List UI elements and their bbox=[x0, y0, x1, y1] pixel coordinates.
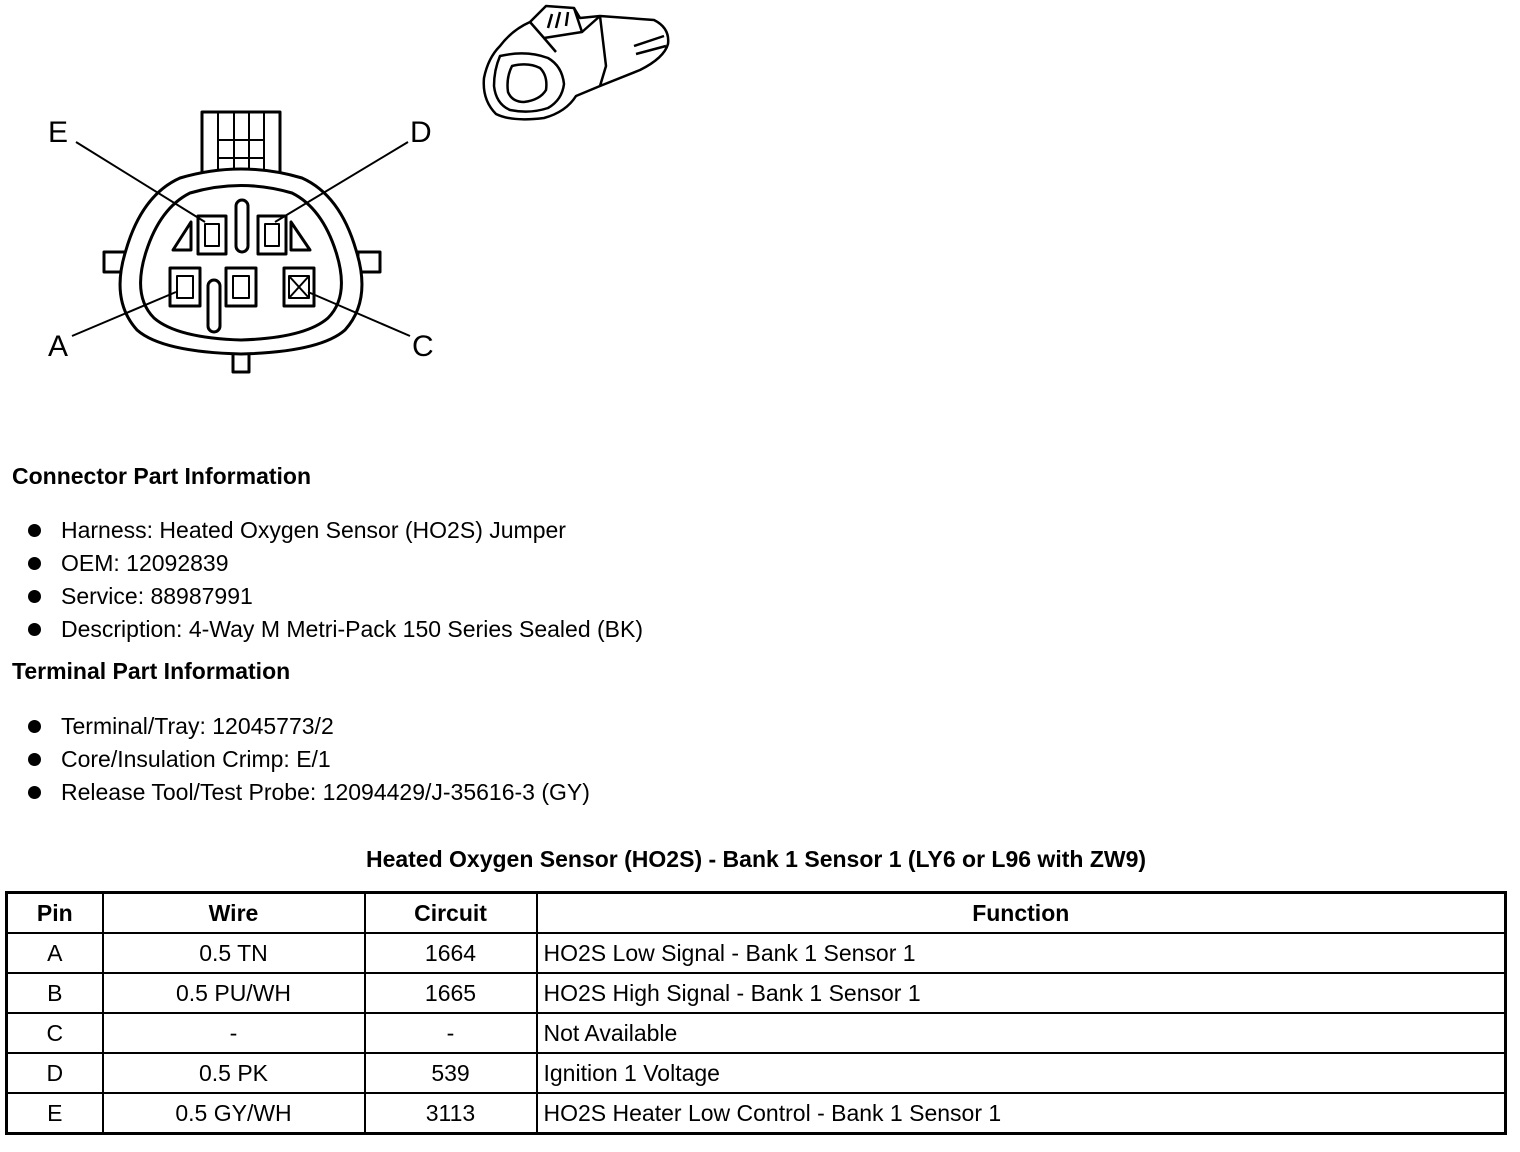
bullet-icon bbox=[28, 720, 41, 733]
terminal-info-title: Terminal Part Information bbox=[12, 658, 291, 684]
cell-circuit: 1665 bbox=[365, 973, 537, 1013]
cell-wire: 0.5 PU/WH bbox=[103, 973, 365, 1013]
header-wire: Wire bbox=[103, 893, 365, 934]
bullet-icon bbox=[28, 524, 41, 537]
terminal-info-crimp: Core/Insulation Crimp: E/1 bbox=[61, 746, 331, 772]
connector-info-title: Connector Part Information bbox=[12, 463, 312, 489]
pin-letter-a: A bbox=[48, 330, 69, 363]
connector-info-oem: OEM: 12092839 bbox=[61, 550, 229, 576]
connector-info-harness: Harness: Heated Oxygen Sensor (HO2S) Jumper bbox=[61, 517, 566, 543]
cell-function: HO2S High Signal - Bank 1 Sensor 1 bbox=[537, 973, 1506, 1013]
list-item bbox=[28, 743, 590, 776]
cell-circuit: - bbox=[365, 1013, 537, 1053]
terminal-info-list bbox=[28, 710, 590, 809]
pin-letter-d: D bbox=[410, 116, 432, 149]
bullet-icon bbox=[28, 786, 41, 799]
bullet-icon bbox=[28, 623, 41, 636]
pin-letter-c: C bbox=[412, 330, 434, 363]
list-item bbox=[28, 547, 643, 580]
connector-info-description: Description: 4-Way M Metri-Pack 150 Series Sealed (BK) bbox=[61, 616, 644, 642]
cell-function: HO2S Low Signal - Bank 1 Sensor 1 bbox=[537, 933, 1506, 973]
cell-function: Ignition 1 Voltage bbox=[537, 1053, 1506, 1093]
table-title: Heated Oxygen Sensor (HO2S) - Bank 1 Sensor 1 (LY6 or L96 with ZW9) bbox=[365, 846, 1147, 872]
cell-circuit: 1664 bbox=[365, 933, 537, 973]
connector-info-service: Service: 88987991 bbox=[61, 583, 253, 609]
header-function: Function bbox=[537, 893, 1506, 934]
cell-pin: A bbox=[7, 933, 103, 973]
connector-diagram bbox=[0, 0, 700, 420]
cell-wire: - bbox=[103, 1013, 365, 1053]
table-row bbox=[7, 973, 1506, 1013]
cell-wire: 0.5 TN bbox=[103, 933, 365, 973]
list-item bbox=[28, 776, 590, 809]
table-row bbox=[7, 1053, 1506, 1093]
cell-circuit: 3113 bbox=[365, 1093, 537, 1134]
header-pin: Pin bbox=[7, 893, 103, 934]
list-item bbox=[28, 580, 643, 613]
table-header-row bbox=[7, 893, 1506, 934]
table-row bbox=[7, 1093, 1506, 1134]
cell-function: Not Available bbox=[537, 1013, 1506, 1053]
cell-circuit: 539 bbox=[365, 1053, 537, 1093]
cell-pin: D bbox=[7, 1053, 103, 1093]
cell-wire: 0.5 PK bbox=[103, 1053, 365, 1093]
connector-info-list bbox=[28, 514, 643, 646]
connector-3d-view bbox=[484, 6, 668, 119]
terminal-info-tool: Release Tool/Test Probe: 12094429/J-35616-3 (GY) bbox=[61, 779, 590, 805]
pin-table bbox=[5, 891, 1507, 1135]
cell-pin: C bbox=[7, 1013, 103, 1053]
list-item bbox=[28, 710, 590, 743]
table-row bbox=[7, 1013, 1506, 1053]
pin-letter-e: E bbox=[48, 116, 69, 149]
cell-function: HO2S Heater Low Control - Bank 1 Sensor 1 bbox=[537, 1093, 1506, 1134]
cell-pin: E bbox=[7, 1093, 103, 1134]
bullet-icon bbox=[28, 753, 41, 766]
bullet-icon bbox=[28, 557, 41, 570]
list-item bbox=[28, 613, 643, 646]
list-item bbox=[28, 514, 643, 547]
header-circuit: Circuit bbox=[365, 893, 537, 934]
table-row bbox=[7, 933, 1506, 973]
bullet-icon bbox=[28, 590, 41, 603]
terminal-info-tray: Terminal/Tray: 12045773/2 bbox=[61, 713, 334, 739]
connector-face-drawing bbox=[0, 0, 700, 420]
cell-wire: 0.5 GY/WH bbox=[103, 1093, 365, 1134]
cell-pin: B bbox=[7, 973, 103, 1013]
